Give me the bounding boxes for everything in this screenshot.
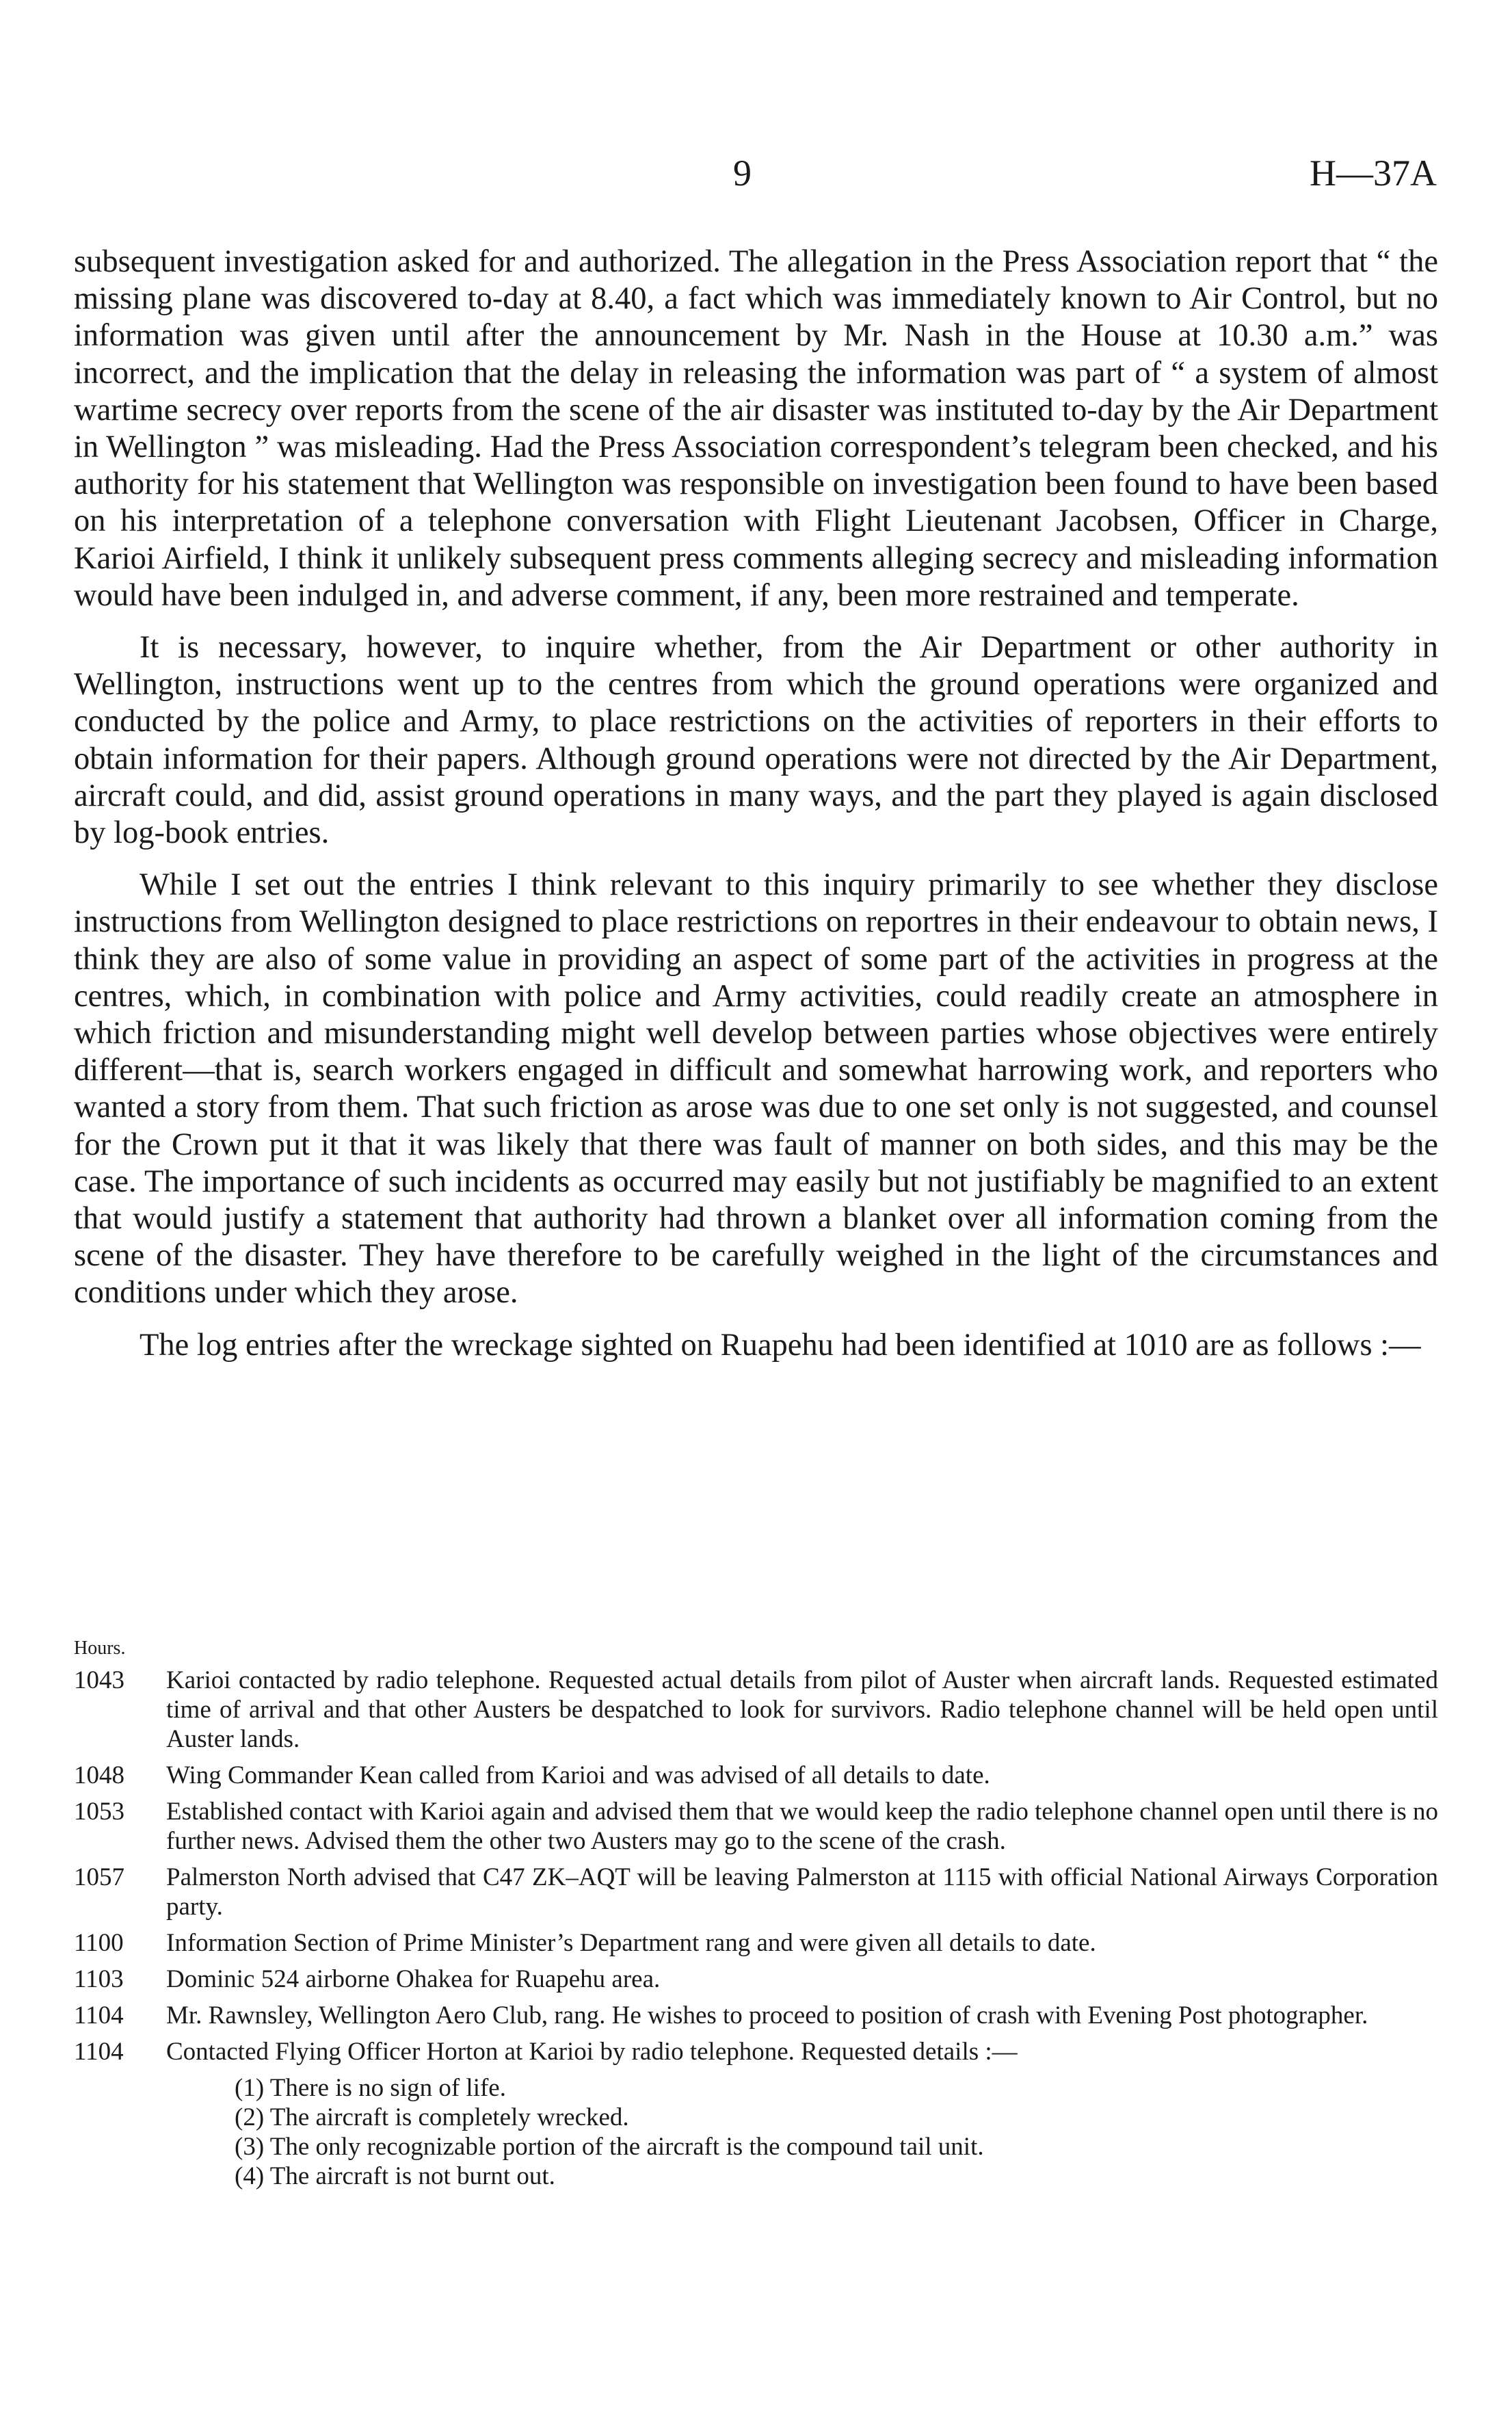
log-time: 1048 — [74, 1761, 124, 1789]
log-entry — [74, 2037, 1438, 2066]
log-entry — [74, 1928, 1438, 1958]
log-text: Palmerston North advised that C47 ZK–AQT will be leaving Palmerston at 1115 with official National Airways Corporation party. — [166, 1863, 1438, 1921]
paragraph: subsequent investigation asked for and authorized. The allegation in the Press Association report that “ the missing plane was discovered to-day at 8.40, a fact which was immediately known to Air Control, but no information was given until after the announcement by Mr. Nash in the House at 10.30 a.m.” was incorrect, and the implication that the delay in releasing the information was part of “ a system of almost wartime secrecy over reports from the scene of the air disaster was instituted to-day by the Air Department in Wellington ” was misleading. Had the Press Association correspondent’s telegram been checked, and his authority for his statement that Wellington was responsible on investigation been found to have been based on his interpretation of a telephone conversation with Flight Lieutenant Jacobsen, Officer in Charge, Karioi Airfield, I think it unlikely subsequent press comments alleging secrecy and misleading information would have been indulged in, and adverse comment, if any, been more restrained and temperate. — [74, 244, 1438, 613]
log-entry — [74, 1761, 1438, 1790]
log-entries — [74, 1633, 1438, 2191]
body-text — [74, 244, 1438, 1379]
detail-item: (2) The aircraft is completely wrecked. — [235, 2103, 629, 2131]
detail-item: (1) There is no sign of life. — [235, 2074, 506, 2102]
paragraph: The log entries after the wreckage sighted on Ruapehu had been identified at 1010 are as follows :— — [140, 1327, 1421, 1363]
log-time: 1057 — [74, 1863, 124, 1891]
page-header — [0, 152, 1512, 207]
detail-item: (4) The aircraft is not burnt out. — [235, 2162, 555, 2190]
log-text: Dominic 524 airborne Ohakea for Ruapehu area. — [166, 1965, 661, 1993]
details-list — [235, 2073, 1438, 2191]
log-text: Established contact with Karioi again and advised them that we would keep the radio telephone channel open until there is no further news. Advised them the other two Austers may go to the scene of the crash. — [166, 1798, 1438, 1855]
log-text: Wing Commander Kean called from Karioi and was advised of all details to date. — [166, 1761, 990, 1789]
log-time: 1100 — [74, 1929, 124, 1957]
log-text: Information Section of Prime Minister’s Department rang and were given all details to date. — [166, 1929, 1096, 1957]
log-entry — [74, 1863, 1438, 1921]
paragraph: While I set out the entries I think relevant to this inquiry primarily to see whether they disclose instructions from Wellington designed to place restrictions on reportres in their endeavour to obtain news, I think they are also of some value in providing an aspect of some part of the activities in progress at the centres, which, in combination with police and Army activities, could readily create an atmosphere in which friction and misunderstanding might well develop between parties whose objectives were entirely different—that is, search workers engaged in difficult and somewhat harrowing work, and reporters who wanted a story from them. That such friction as arose was due to one set only is not suggested, and counsel for the Crown put it that it was likely that there was fault of manner on both sides, and this may be the case. The importance of such incidents as occurred may easily but not justifiably be magnified to an extent that would justify a statement that authority had thrown a blanket over all information coming from the scene of the disaster. They have therefore to be carefully weighed in the light of the circumstances and conditions under which they arose. — [74, 867, 1438, 1311]
hours-label: Hours. — [74, 1638, 126, 1659]
log-entry — [74, 1666, 1438, 1754]
log-time: 1053 — [74, 1798, 124, 1826]
log-entry — [74, 1797, 1438, 1856]
log-time: 1103 — [74, 1965, 124, 1993]
log-text: Contacted Flying Officer Horton at Karioi by radio telephone. Requested details :— — [166, 2038, 1018, 2066]
paragraph: It is necessary, however, to inquire whether, from the Air Department or other authority in Wellington, instructions went up to the centres from which the ground operations were organized and conducted by the police and Army, to place restrictions on the activities of reporters in their efforts to obtain information for their papers. Although ground operations were not directed by the Air Department, aircraft could, and did, assist ground operations in many ways, and the part they played is again disclosed by log-book entries. — [74, 630, 1438, 851]
log-time: 1104 — [74, 2001, 124, 2029]
page-number: 9 — [733, 153, 752, 194]
log-text: Karioi contacted by radio telephone. Requested actual details from pilot of Auster when aircraft lands. Requested estimated time of arrival and that other Austers be despatched to look for survivors. Radio telephone channel will be held open until Auster lands. — [166, 1666, 1438, 1753]
log-entry — [74, 1964, 1438, 1994]
detail-item: (3) The only recognizable portion of the aircraft is the compound tail unit. — [235, 2133, 984, 2161]
log-text: Mr. Rawnsley, Wellington Aero Club, rang. He wishes to proceed to position of crash with Evening Post photographer. — [166, 2001, 1368, 2029]
document-reference: H—37A — [1310, 153, 1437, 194]
log-time: 1043 — [74, 1666, 124, 1694]
log-time: 1104 — [74, 2038, 124, 2066]
log-entry — [74, 2001, 1438, 2030]
